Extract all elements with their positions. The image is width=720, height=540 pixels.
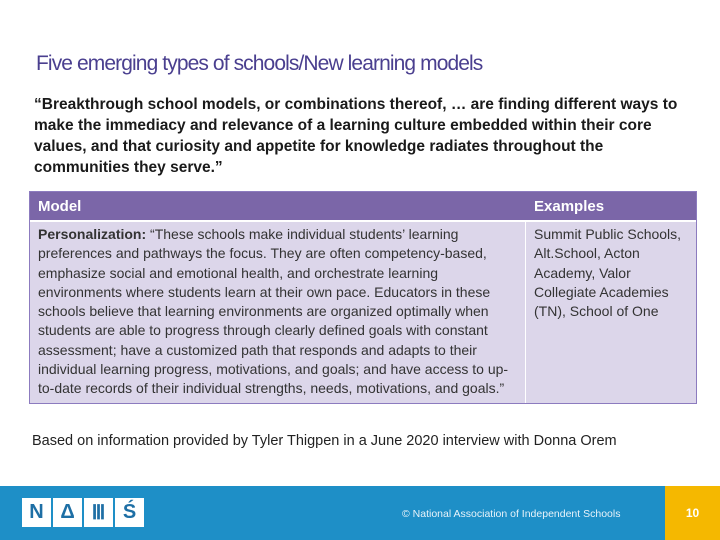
logo-letter-n: N — [22, 498, 51, 527]
table-header — [30, 192, 696, 220]
examples-cell: Summit Public Schools, Alt.School, Acton Academy, Valor Collegiate Academies (TN), School of One — [534, 226, 682, 320]
logo-letter-s: Ś — [115, 498, 144, 527]
copyright-text: © National Association of Independent Schools — [402, 508, 621, 520]
quote-text: “Breakthrough school models, or combinations thereof, … are finding different ways to make the immediacy and relevance of a learning culture embedded within their core values, and that curiosity and appetite for knowledge radiates throughout the communities they serve.” — [34, 96, 678, 176]
source-note: Based on information provided by Tyler Thigpen in a June 2020 interview with Donna Orem — [32, 433, 617, 449]
slide-title: Five emerging types of schools/New learning models — [36, 52, 483, 75]
header-examples: Examples — [534, 198, 605, 215]
header-model: Model — [38, 198, 82, 215]
model-cell — [30, 222, 526, 403]
logo-letter-a: Δ — [53, 498, 82, 527]
logo-letter-i: Ⅲ — [84, 498, 113, 527]
models-table — [29, 191, 697, 404]
page-number: 10 — [665, 486, 720, 540]
model-label: Personalization: — [38, 226, 147, 242]
table-row — [30, 222, 696, 403]
nais-logo — [22, 498, 144, 527]
footer-bar — [0, 486, 720, 540]
model-description: “These schools make individual students’ learning preferences and pathways the focus. They are often competency-based, emphasize social and emotional health, and orchestrate learning environments where students learn at their own pace. Educators in these schools believe that learning environments are organized optimally when students are able to progress through clearly defined goals with constant assessment; have a customized path that responds and adapts to their individual learning progress, motivations, and goals; and have access to up-to-date records of their individual strengths, needs, motivations, and goals.” — [38, 226, 509, 397]
